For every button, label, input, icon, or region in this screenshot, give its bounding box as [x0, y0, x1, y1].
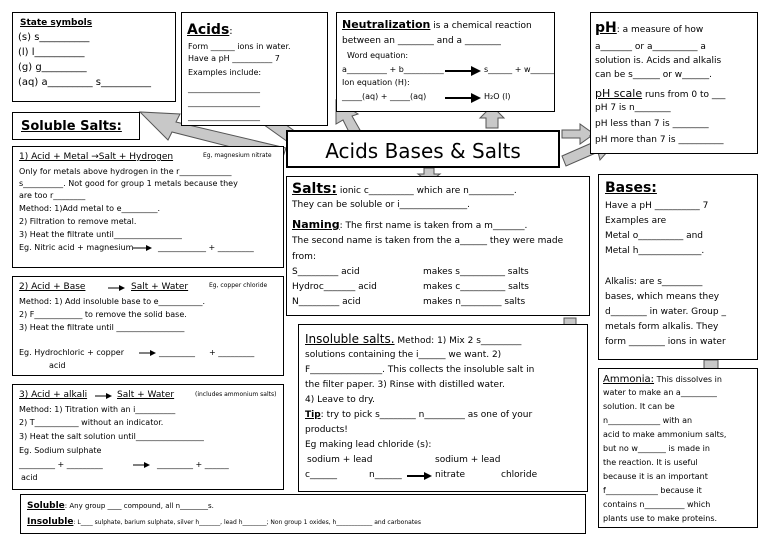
- word-equation-right: s______ + w______: [484, 65, 555, 74]
- salts-line: They can be soluble or i_______________.: [292, 200, 471, 210]
- alkalis-line: Alkalis: are s_________: [605, 277, 703, 287]
- alkalis-line: metals form alkalis. They: [605, 322, 719, 332]
- acids-line: Have a pH __________ 7: [188, 54, 280, 63]
- bases-line: Metal h______________.: [605, 246, 705, 256]
- ph-line: pH 7 is n________: [595, 103, 671, 113]
- acid-alkali-box: [12, 384, 284, 490]
- lead-chloride-products: sodium + lead: [435, 455, 501, 465]
- insoluble-text: : L____ sulphate, barium sulphate, silver h_______, lead h________; Non group 1 oxides, h____________ and carbonates: [73, 519, 421, 526]
- right-arrow-icon: [139, 348, 157, 358]
- acids-line: __________________: [188, 112, 260, 121]
- acid-base-acid-word: acid: [49, 361, 66, 370]
- acid-alkali-example: Eg. Sodium sulphate: [19, 446, 102, 455]
- bases-line: Examples are: [605, 216, 667, 226]
- acid-base-heading-products: Salt + Water: [131, 282, 189, 292]
- soluble-salts-title: Soluble Salts:: [21, 119, 122, 134]
- salts-desc: ionic c__________ which are n__________.: [339, 186, 517, 196]
- ammonia-line: because it is an important: [603, 472, 708, 481]
- ammonia-line: plants use to make proteins.: [603, 514, 718, 523]
- neutralization-desc: is a chemical reaction: [433, 21, 532, 31]
- acid-metal-heading: 1) Acid + Metal →Salt + Hydrogen: [19, 152, 174, 162]
- soluble-salts-title-box: [12, 112, 140, 140]
- acid-alkali-heading: 3) Acid + alkali: [19, 390, 88, 400]
- insoluble-line: products!: [305, 425, 348, 435]
- naming-acid: N_________ acid: [292, 297, 361, 307]
- ph-line-1: [595, 21, 703, 35]
- acid-alkali-line: 2) T___________ without an indicator.: [19, 418, 164, 427]
- acid-metal-line: s__________. Not good for group 1 metals because they: [19, 179, 238, 188]
- acid-base-box: [12, 276, 284, 376]
- ph-line: solution is. Acids and alkalis: [595, 56, 722, 66]
- ammonia-line: the reaction. It is useful: [603, 458, 698, 467]
- ammonia-line-1: [603, 375, 722, 385]
- ph-scale-label: pH scale: [595, 87, 643, 100]
- alkalis-line: bases, which means they: [605, 292, 720, 302]
- right-arrow-icon: [133, 243, 153, 253]
- soluble-text: : Any group ____ compound, all n________s.: [64, 502, 214, 510]
- acid-metal-line: Method: 1)Add metal to e_________.: [19, 204, 161, 213]
- acid-base-example: Eg. Hydrochloric + copper: [19, 348, 124, 357]
- insoluble-label: Insoluble: [27, 517, 74, 527]
- state-line: (l) l__________: [18, 47, 85, 58]
- acid-metal-line: 2) Filtration to remove metal.: [19, 217, 137, 226]
- bases-line: Metal o__________ and: [605, 231, 704, 241]
- right-arrow-icon: [407, 470, 433, 482]
- lead-chloride-reactants: sodium + lead: [307, 455, 373, 465]
- main-title-box: [286, 130, 560, 168]
- acids-line: Examples include:: [188, 68, 262, 77]
- insoluble-rule: [27, 518, 421, 527]
- acids-line: __________________: [188, 84, 260, 93]
- ph-line: a_______ or a__________ a: [595, 42, 706, 52]
- alkalis-line: form ________ ions in water: [605, 337, 726, 347]
- acids-colon: :: [229, 26, 233, 37]
- ammonia-line: solution. It can be: [603, 402, 675, 411]
- neutralization-heading: Neutralization: [342, 18, 431, 31]
- reactant-blank: n______: [369, 470, 402, 480]
- product-chloride: chloride: [501, 470, 538, 480]
- bases-line: Have a pH __________ 7: [605, 201, 709, 211]
- salts-line-1: [292, 182, 517, 196]
- acids-line: Form ______ ions in water.: [188, 42, 291, 51]
- insoluble-tip: [305, 411, 532, 420]
- bases-heading: Bases:: [605, 180, 657, 196]
- ion-equation-left: _____(aq) + _____(aq): [342, 92, 427, 101]
- salts-line: from:: [292, 252, 316, 262]
- acid-alkali-products: _________ + ______: [157, 460, 229, 469]
- ph-box: [590, 12, 758, 154]
- page-title: Acids Bases & Salts: [325, 139, 521, 163]
- naming-acid: Hydroc_______ acid: [292, 282, 377, 292]
- neutralization-line: between an ________ and a ________: [342, 36, 501, 46]
- state-symbols-heading: State symbols: [20, 18, 93, 28]
- right-arrow-icon: [108, 283, 126, 293]
- insoluble-line: the filter paper. 3) Rinse with distilled water.: [305, 380, 505, 390]
- ammonia-box: [598, 368, 758, 528]
- ph-desc: : a measure of how: [616, 25, 704, 35]
- ammonia-desc: This dissolves in: [656, 375, 722, 384]
- reactant-blank: c______: [305, 470, 337, 480]
- right-arrow-icon: [445, 92, 481, 104]
- soluble-rule: [27, 502, 214, 511]
- acid-alkali-heading-products: Salt + Water: [117, 390, 175, 400]
- neutralization-box: [336, 12, 555, 112]
- acid-base-heading: 2) Acid + Base: [19, 282, 86, 292]
- acid-metal-line: are too r________: [19, 191, 86, 200]
- naming-salt: makes c__________ salts: [423, 282, 529, 292]
- ph-scale-desc: runs from 0 to ___: [644, 90, 726, 100]
- ion-equation-right: H₂O (l): [484, 92, 511, 101]
- acids-box: [181, 12, 328, 126]
- insoluble-method: Method: 1) Mix 2 s_________: [397, 336, 522, 346]
- neutralization-line-1: [342, 19, 532, 31]
- acid-alkali-line: Method: 1) Titration with an i__________: [19, 405, 176, 414]
- ammonia-line: acid to make ammonium salts,: [603, 430, 727, 439]
- acid-metal-box: [12, 146, 284, 268]
- salts-heading: Salts:: [292, 181, 337, 197]
- acid-base-line: 2) F____________ to remove the solid base.: [19, 310, 187, 319]
- acid-alkali-reactants: _________ + _________: [19, 460, 103, 469]
- naming-desc: : The first name is taken from a m_______.: [339, 221, 528, 231]
- soluble-label: Soluble: [27, 501, 65, 511]
- right-arrow-icon: [445, 65, 481, 77]
- acid-base-line: 3) Heat the filtrate until _________________: [19, 323, 185, 332]
- right-arrow-icon: [133, 460, 151, 470]
- acid-metal-note: Eg, magnesium nitrate: [203, 152, 272, 159]
- tip-text: : try to pick s________ n_________ as one of your: [320, 410, 533, 420]
- insoluble-line: solutions containing the i______ we want. 2): [305, 350, 502, 360]
- acid-alkali-note: (includes ammonium salts): [195, 391, 277, 398]
- state-symbols-box: [12, 12, 176, 102]
- naming-acid: S_________ acid: [292, 267, 360, 277]
- ammonia-heading: Ammonia:: [603, 374, 655, 385]
- acids-heading-wrap: [187, 21, 233, 37]
- ammonia-line: water to make an a_________: [603, 388, 717, 397]
- insoluble-line: 4) Leave to dry.: [305, 395, 375, 405]
- acids-heading: Acids: [187, 22, 230, 38]
- ph-line: pH more than 7 is __________: [595, 135, 724, 145]
- acid-metal-example: Eg. Nitric acid + magnesium: [19, 243, 134, 252]
- acid-base-product-2: + _________: [209, 348, 255, 357]
- state-line: (g) g_________: [18, 62, 87, 73]
- ph-line: pH less than 7 is ________: [595, 119, 709, 129]
- salts-line: The second name is taken from the a______ they were made: [292, 236, 564, 246]
- tip-label: Tip: [305, 410, 321, 420]
- word-equation-left: a__________ + b__________: [342, 65, 444, 74]
- product-nitrate: nitrate: [435, 470, 466, 480]
- ammonia-line: f_____________ because it: [603, 486, 702, 495]
- insoluble-line: Eg making lead chloride (s):: [305, 440, 432, 450]
- insoluble-salts-box: [298, 324, 588, 492]
- naming-line: [292, 219, 527, 231]
- naming-salt: makes s__________ salts: [423, 267, 529, 277]
- acid-alkali-acid-word: acid: [21, 473, 38, 482]
- ph-scale-line: [595, 88, 725, 100]
- alkalis-line: d________ in water. Group _: [605, 307, 726, 317]
- acid-metal-products: ____________ + _________: [158, 243, 254, 252]
- acid-alkali-line: 3) Heat the salt solution until_________________: [19, 432, 204, 441]
- solubility-rules-box: [20, 494, 586, 534]
- ph-heading: pH: [595, 20, 617, 36]
- insoluble-heading: Insoluble salts.: [305, 332, 395, 346]
- state-line: (aq) a_________ s__________: [18, 77, 151, 88]
- acid-base-product-1: _________: [159, 348, 195, 357]
- right-arrow-icon: [95, 391, 113, 401]
- acid-base-line: Method: 1) Add insoluble base to e___________.: [19, 297, 206, 306]
- insoluble-line-1: [305, 333, 521, 346]
- acid-metal-line: Only for metals above hydrogen in the r_____________: [19, 167, 232, 176]
- ammonia-line: but no w_______ is made in: [603, 444, 710, 453]
- insoluble-line: F________________. This collects the insoluble salt in: [305, 365, 535, 375]
- naming-heading: Naming: [292, 218, 340, 231]
- state-line: (s) s__________: [18, 32, 90, 43]
- acid-metal-line: 3) Heat the filtrate until_________________: [19, 230, 182, 239]
- salts-box: [286, 176, 590, 316]
- word-equation-label: Word equation:: [347, 51, 409, 60]
- acids-line: __________________: [188, 98, 260, 107]
- ion-equation-label: Ion equation (H):: [342, 78, 410, 87]
- ph-line: can be s______ or w______.: [595, 70, 712, 80]
- bases-box: [598, 174, 758, 360]
- acid-base-note: Eg, copper chloride: [209, 282, 268, 289]
- ammonia-line: n_____________ with an: [603, 416, 693, 425]
- naming-salt: makes n_________ salts: [423, 297, 526, 307]
- ammonia-line: contains n__________ which: [603, 500, 711, 509]
